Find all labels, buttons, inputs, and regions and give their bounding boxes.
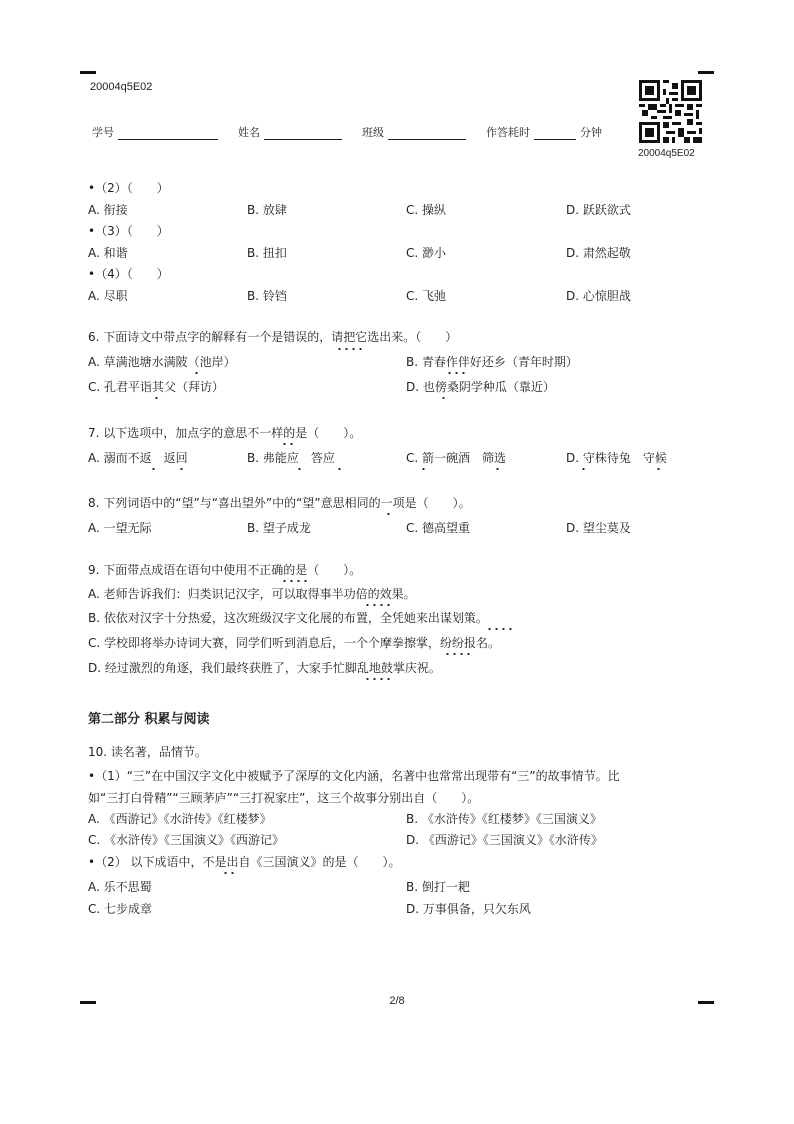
q7-option-a[interactable]: A. 溺而不返 返回 bbox=[88, 451, 188, 465]
q5-sub4-stem: •（4）（ ） bbox=[88, 267, 169, 281]
q5-sub4-option-b[interactable]: B. 铃铛 bbox=[247, 289, 287, 303]
q10-sub2-option-d[interactable]: D. 万事俱备，只欠东风 bbox=[406, 902, 531, 916]
emphasis-dots bbox=[444, 652, 472, 656]
q6-option-d[interactable]: D. 也傍桑阴学种瓜（靠近） bbox=[406, 380, 555, 394]
corner-mark-top-right bbox=[698, 71, 714, 74]
emphasis-dots bbox=[446, 371, 466, 375]
q8-option-d[interactable]: D. 望尘莫及 bbox=[566, 521, 631, 535]
q10-sub2-option-a[interactable]: A. 乐不思蜀 bbox=[88, 880, 152, 894]
q5-sub3-option-a[interactable]: A. 和谐 bbox=[88, 246, 128, 260]
section-title: 第二部分 积累与阅读 bbox=[88, 712, 210, 727]
emphasis-dots bbox=[420, 467, 427, 471]
q5-sub4-option-d[interactable]: D. 心惊胆战 bbox=[566, 289, 631, 303]
emphasis-dots bbox=[364, 603, 392, 607]
qr-code-icon bbox=[639, 80, 702, 143]
q10-stem: 10. 读名著，品情节。 bbox=[88, 745, 207, 759]
q5-sub2-option-b[interactable]: B. 放肆 bbox=[247, 203, 287, 217]
paper-code: 20004q5E02 bbox=[90, 81, 153, 93]
emphasis-dots bbox=[153, 396, 160, 400]
time-label: 作答耗时 bbox=[486, 126, 530, 139]
q9-option-b[interactable]: B. 依依对汉字十分热爱，这次班级汉字文化展的布置，全凭她来出谋划策。 bbox=[88, 611, 488, 625]
q10-sub2-stem: •（2） 以下成语中，不是出自《三国演义》的是（ ）。 bbox=[88, 855, 401, 869]
q5-sub4-option-c[interactable]: C. 飞弛 bbox=[406, 289, 447, 303]
q8-option-b[interactable]: B. 望子成龙 bbox=[247, 521, 311, 535]
q10-sub1-option-c[interactable]: C. 《水浒传》《三国演义》《西游记》 bbox=[88, 833, 285, 847]
emphasis-dots bbox=[193, 371, 200, 375]
q5-sub3-option-c[interactable]: C. 渺小 bbox=[406, 246, 447, 260]
q6-option-a[interactable]: A. 草满池塘水满陂（池岸） bbox=[88, 355, 236, 369]
q10-sub1-option-a[interactable]: A. 《西游记》《水浒传》《红楼梦》 bbox=[88, 812, 272, 826]
student-info-fields bbox=[92, 124, 602, 140]
qr-caption: 20004q5E02 bbox=[638, 148, 695, 159]
q10-sub1-option-d[interactable]: D. 《西游记》《三国演义》《水浒传》 bbox=[406, 833, 603, 847]
emphasis-dots bbox=[580, 467, 587, 471]
q10-sub2-option-b[interactable]: B. 倒打一耙 bbox=[406, 880, 470, 894]
student-id-blank[interactable] bbox=[118, 127, 218, 140]
q8-option-c[interactable]: C. 德高望重 bbox=[406, 521, 471, 535]
q10-sub1-stem-line2: 如“三打白骨精”“三顾茅庐”“三打祝家庄”，这三个故事分别出自（ ）。 bbox=[88, 791, 480, 805]
emphasis-dots bbox=[385, 512, 392, 516]
q7-option-b[interactable]: B. 弗能应 答应 bbox=[247, 451, 335, 465]
q7-stem: 7. 以下选项中，加点字的意思不一样的是（ ）。 bbox=[88, 426, 362, 440]
q10-sub1-option-b[interactable]: B. 《水浒传》《红楼梦》《三国演义》 bbox=[406, 812, 602, 826]
q7-option-c[interactable]: C. 箭一碗酒 筛选 bbox=[406, 451, 507, 465]
q10-sub1-stem-line1: •（1）“三”在中国汉字文化中被赋予了深厚的文化内涵，名著中也常常出现带有“三”的故事情节。比 bbox=[88, 769, 620, 783]
emphasis-dots bbox=[336, 347, 364, 351]
q5-sub3-option-b[interactable]: B. 扭扣 bbox=[247, 246, 287, 260]
q5-sub3-option-d[interactable]: D. 肃然起敬 bbox=[566, 246, 631, 260]
q5-sub4-option-a[interactable]: A. 尽职 bbox=[88, 289, 128, 303]
q9-option-d[interactable]: D. 经过激烈的角逐，我们最终获胜了，大家手忙脚乱地鼓掌庆祝。 bbox=[88, 661, 441, 675]
q5-sub2-option-a[interactable]: A. 衔接 bbox=[88, 203, 128, 217]
emphasis-dots bbox=[281, 442, 295, 446]
emphasis-dots bbox=[178, 467, 185, 471]
corner-mark-top-left bbox=[80, 71, 96, 74]
q9-option-a[interactable]: A. 老师告诉我们：归类识记汉字，可以取得事半功倍的效果。 bbox=[88, 587, 416, 601]
class-label: 班级 bbox=[362, 126, 384, 139]
emphasis-dots bbox=[494, 467, 501, 471]
emphasis-dots bbox=[486, 627, 514, 631]
q5-sub3-stem: •（3）（ ） bbox=[88, 224, 169, 238]
emphasis-dots bbox=[150, 467, 157, 471]
q6-stem: 6. 下面诗文中带点字的解释有一个是错误的，请把它选出来。（ ） bbox=[88, 330, 458, 344]
class-blank[interactable] bbox=[388, 127, 466, 140]
q5-sub2-stem: •（2）（ ） bbox=[88, 181, 169, 195]
student-id-label: 学号 bbox=[92, 126, 114, 139]
q10-sub2-option-c[interactable]: C. 七步成章 bbox=[88, 902, 153, 916]
emphasis-dots bbox=[440, 396, 447, 400]
name-label: 姓名 bbox=[238, 126, 260, 139]
q6-option-c[interactable]: C. 孔君平诣其父（拜访） bbox=[88, 380, 225, 394]
q8-option-a[interactable]: A. 一望无际 bbox=[88, 521, 152, 535]
page-number: 2/8 bbox=[389, 995, 405, 1007]
time-unit: 分钟 bbox=[580, 126, 602, 139]
q8-stem: 8. 下列词语中的“望”与“喜出望外”中的“望”意思相同的一项是（ ）。 bbox=[88, 496, 471, 510]
emphasis-dots bbox=[222, 871, 236, 875]
q9-option-c[interactable]: C. 学校即将举办诗词大赛，同学们听到消息后，一个个摩拳擦掌，纷纷报名。 bbox=[88, 636, 501, 650]
name-blank[interactable] bbox=[264, 127, 342, 140]
emphasis-dots bbox=[655, 467, 662, 471]
q7-option-d[interactable]: D. 守株待兔 守候 bbox=[566, 451, 667, 465]
emphasis-dots bbox=[364, 677, 392, 681]
q6-option-b[interactable]: B. 青春作伴好还乡（青年时期） bbox=[406, 355, 578, 369]
emphasis-dots bbox=[336, 467, 343, 471]
q5-sub2-option-c[interactable]: C. 操纵 bbox=[406, 203, 447, 217]
emphasis-dots bbox=[296, 467, 303, 471]
q9-stem: 9. 下面带点成语在语句中使用不正确的是（ ）。 bbox=[88, 563, 362, 577]
q5-sub2-option-d[interactable]: D. 跃跃欲式 bbox=[566, 203, 631, 217]
time-blank[interactable] bbox=[534, 127, 576, 140]
emphasis-dots bbox=[281, 579, 309, 583]
